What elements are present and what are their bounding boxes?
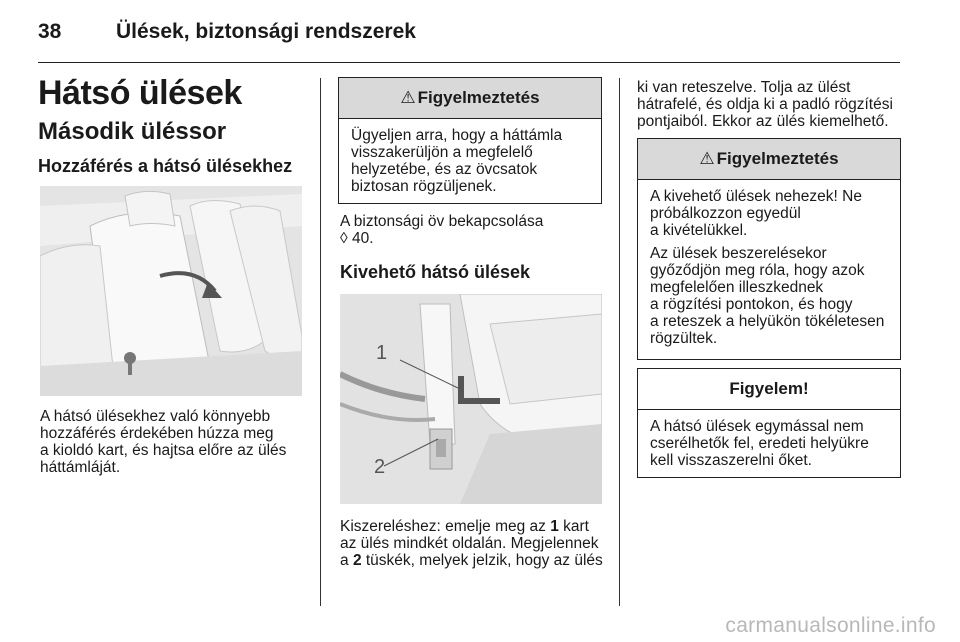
text-span: a	[340, 552, 353, 569]
column-divider-1	[320, 78, 321, 606]
warning-title: Figyelmeztetés	[716, 149, 839, 168]
figure-label-2: 2	[374, 456, 386, 478]
bold-ref-2: 2	[352, 552, 362, 569]
figure-label-1: 1	[376, 342, 388, 364]
text-line	[340, 552, 603, 569]
text-line: A kivehető ülések nehezek! Ne	[650, 188, 862, 205]
warning-body	[638, 180, 900, 347]
text-line: visszakerüljön a megfelelő	[351, 144, 533, 161]
page-number: 38	[38, 20, 62, 43]
rear-seat-illustration	[40, 186, 302, 396]
text-line: háttámláját.	[40, 459, 121, 476]
text-span: Kiszereléshez: emelje meg az	[340, 518, 551, 535]
warning-header	[638, 139, 900, 180]
page-ref-number: 40.	[351, 230, 374, 247]
text-line: A biztonsági öv bekapcsolása	[340, 213, 544, 230]
topic-heading-access: Hozzáférés a hátsó ülésekhez	[38, 156, 293, 176]
section-heading: Hátsó ülések	[38, 74, 242, 112]
page-reference[interactable]	[340, 230, 543, 247]
header-rule	[38, 62, 900, 63]
text-line: hozzáférés érdekében húzza meg	[40, 425, 274, 442]
text-line: próbálkozzon egyedül	[650, 205, 801, 222]
warning-header	[339, 78, 601, 119]
notice-box	[637, 368, 901, 478]
text-line: hátrafelé, és oldja ki a padló rögzítési	[637, 96, 893, 113]
warning-triangle-icon: ⚠	[699, 149, 715, 168]
subsection-heading: Második üléssor	[38, 118, 227, 145]
page-ref-arrow-icon: ◊	[340, 230, 352, 247]
notice-body	[638, 410, 900, 469]
removal-paragraph	[340, 518, 603, 569]
notice-header	[638, 369, 900, 410]
warning-triangle-icon: ⚠	[400, 88, 416, 107]
text-line: a kivételükkel.	[650, 222, 748, 239]
text-line: a reteszek a helyükön tökéletesen	[650, 313, 885, 330]
bold-ref-1: 1	[550, 518, 559, 535]
text-line: biztosan rögzüljenek.	[351, 178, 497, 195]
text-line: megfelelően illeszkednek	[650, 279, 824, 296]
text-line: helyzetébe, és az övcsatok	[351, 161, 538, 178]
removable-seat-illustration	[340, 294, 602, 504]
removal-continued-paragraph	[637, 79, 893, 130]
text-line	[340, 518, 603, 535]
text-line: kell visszaszerelni őket.	[650, 452, 812, 469]
text-line: az ülés mindkét oldalán. Megjelennek	[340, 535, 599, 552]
text-line: cserélhetők fel, eredeti helyükre	[650, 435, 869, 452]
text-line: rögzültek.	[650, 330, 718, 347]
text-line: pontjaiból. Ekkor az ülés kiemelhető.	[637, 113, 889, 130]
warning-title: Figyelmeztetés	[417, 88, 540, 107]
warning-body	[339, 119, 601, 195]
seatbelt-reference	[340, 213, 543, 247]
text-line: ki van reteszelve. Tolja az ülést	[637, 79, 851, 96]
text-line: Ügyeljen arra, hogy a háttámla	[351, 127, 563, 144]
text-line: A hátsó ülések egymással nem	[650, 418, 864, 435]
text-line: Az ülések beszerelésekor	[650, 245, 827, 262]
topic-heading-removable: Kivehető hátsó ülések	[340, 262, 531, 282]
text-line: győződjön meg róla, hogy azok	[650, 262, 865, 279]
chapter-title: Ülések, biztonsági rendszerek	[116, 20, 416, 43]
text-line: A hátsó ülésekhez való könnyebb	[40, 408, 271, 425]
watermark: carmanualsonline.info	[725, 614, 936, 637]
text-span: tüskék, melyek jelzik, hogy az ülés	[361, 552, 603, 569]
text-span: kart	[558, 518, 589, 535]
text-line: a rögzítési pontokon, és hogy	[650, 296, 853, 313]
warning-box-backrest	[338, 77, 602, 204]
warning-box-heavy-seats	[637, 138, 901, 360]
text-line: a kioldó kart, és hajtsa előre az ülés	[40, 442, 287, 459]
notice-title: Figyelem!	[729, 379, 809, 398]
column-divider-2	[619, 78, 620, 606]
access-paragraph	[40, 408, 286, 476]
